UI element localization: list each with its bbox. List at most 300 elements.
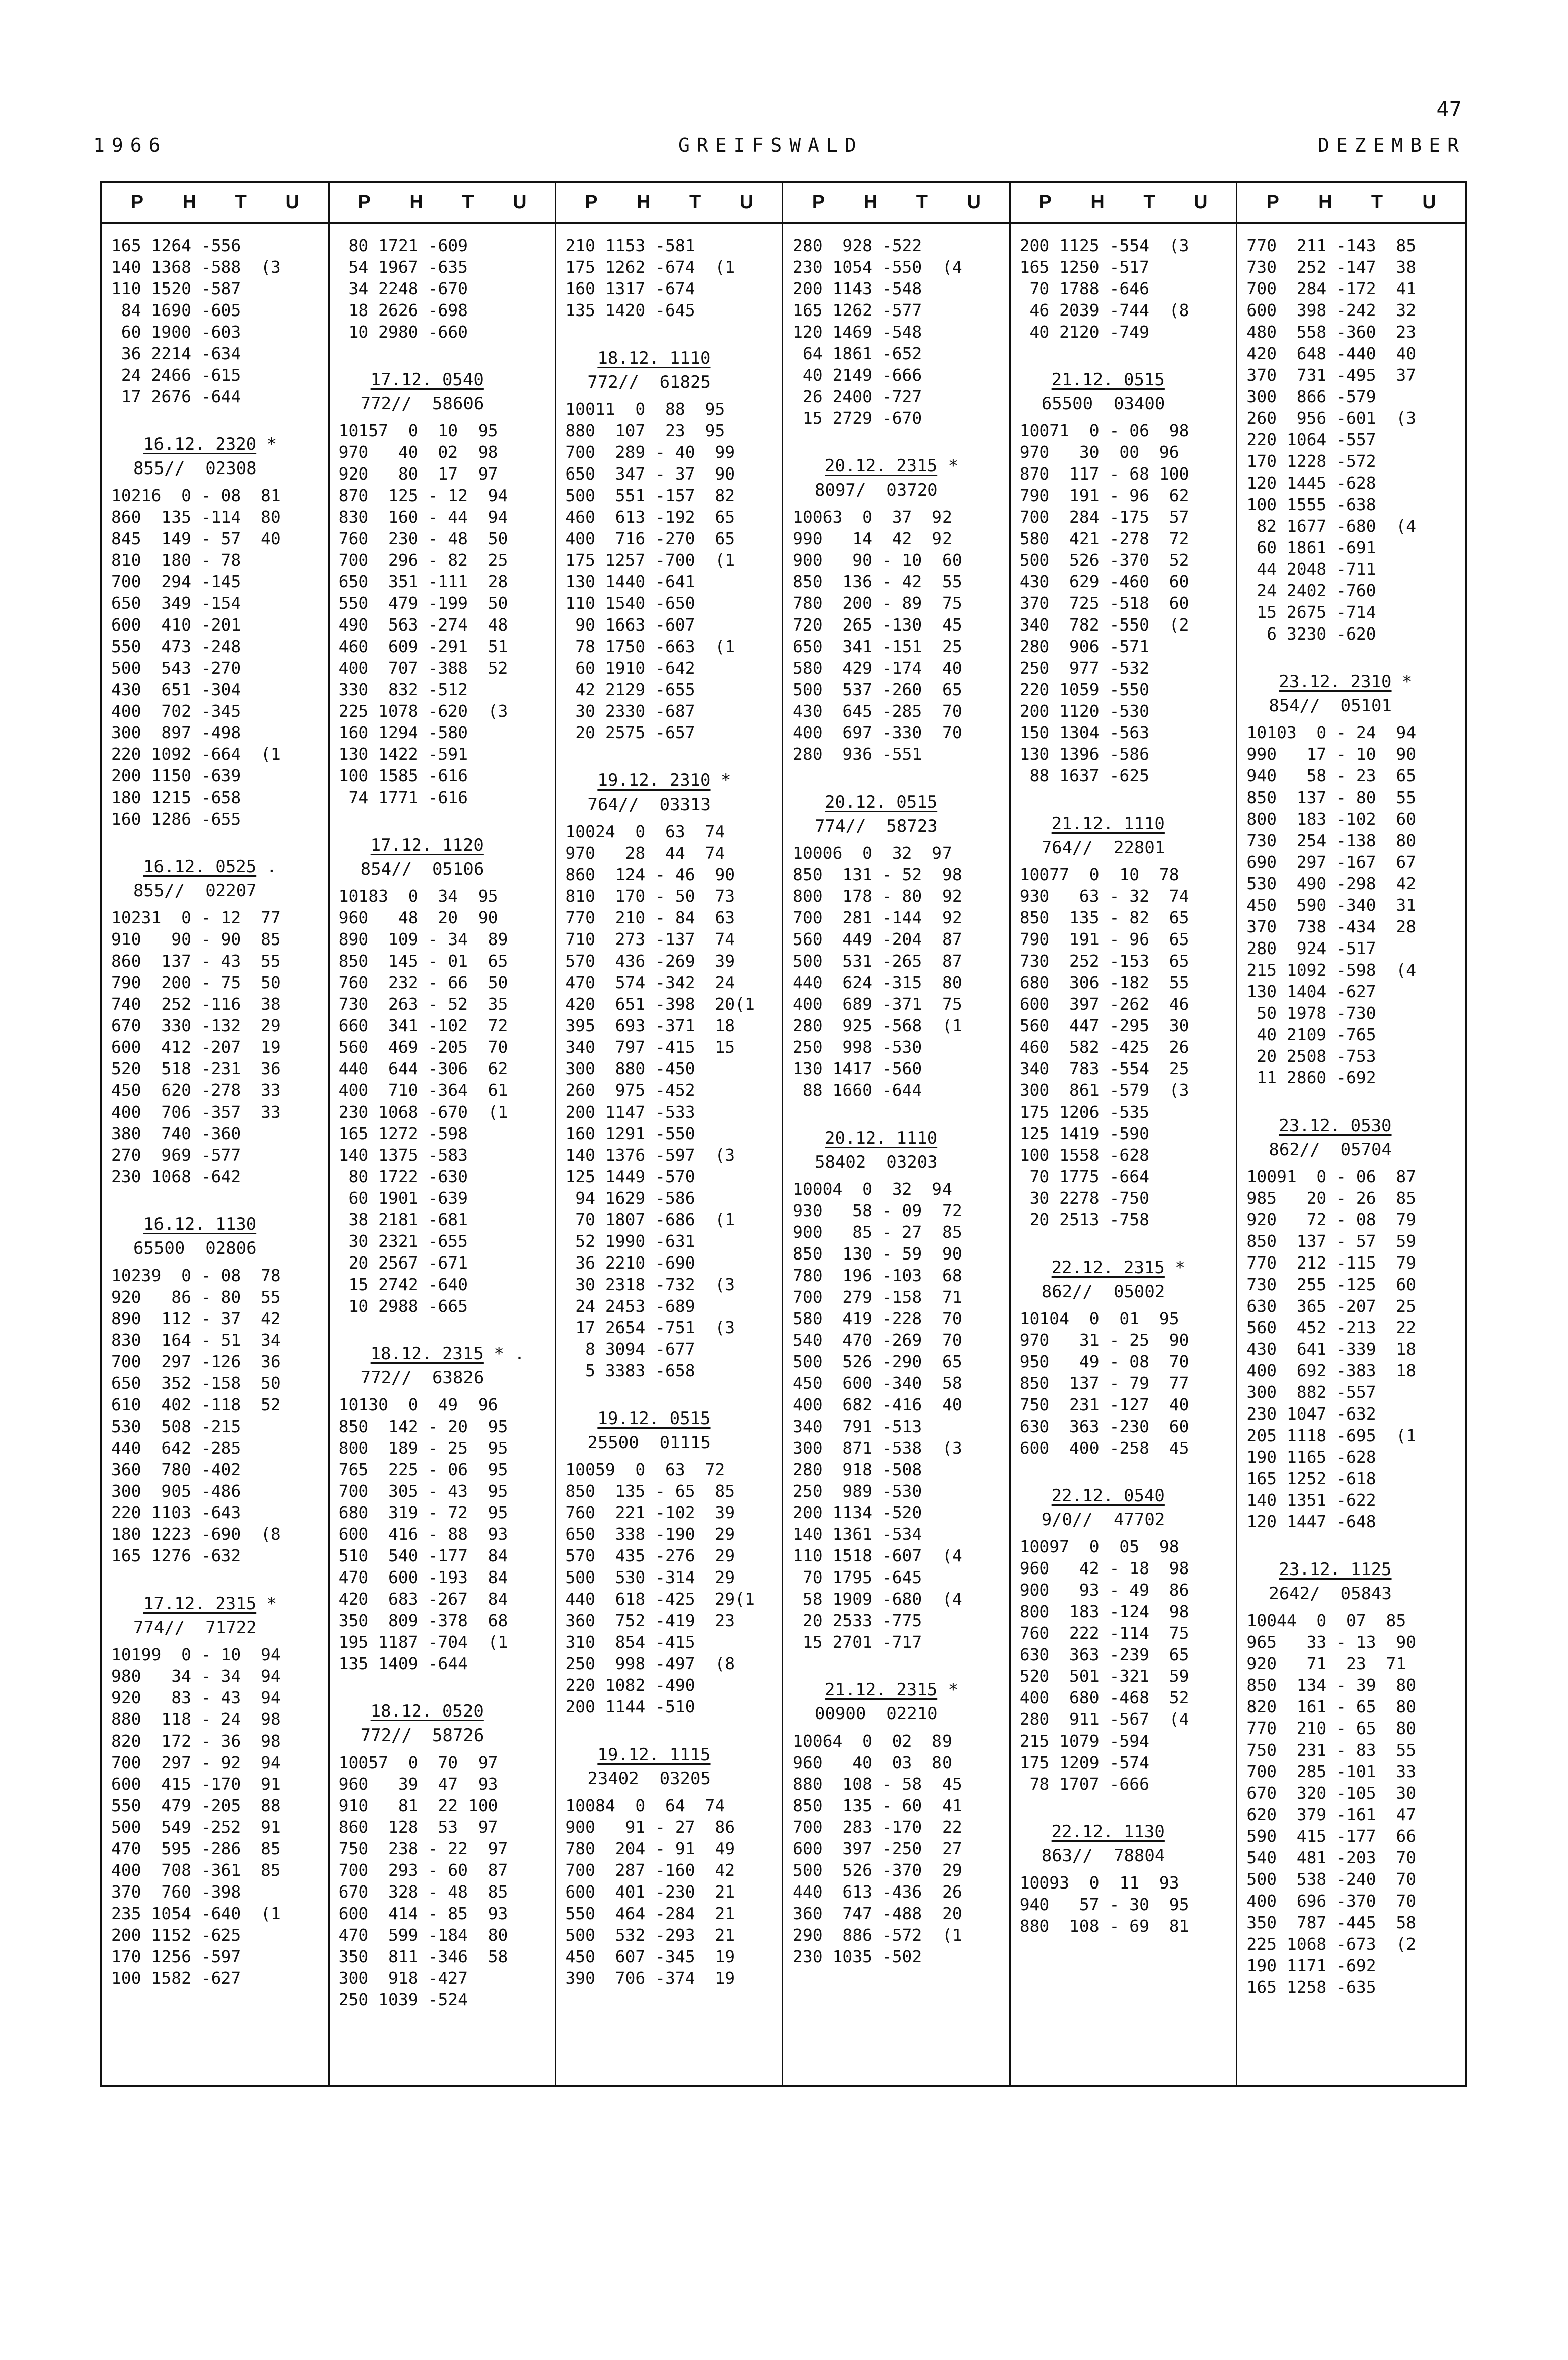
- table-row: 175 1262 -674 (1: [565, 257, 735, 277]
- sounding-heading: [111, 855, 319, 879]
- data-rows: [793, 1178, 1000, 1653]
- table-row: 370 760 -398: [111, 1882, 241, 1902]
- table-row: 730 263 - 52 35: [338, 994, 508, 1014]
- table-row: 400 710 -364 61: [338, 1080, 508, 1100]
- table-row: 200 1125 -554 (3: [1019, 236, 1189, 255]
- table-row: 130 1417 -560: [793, 1059, 922, 1078]
- header-station: GREIFSWALD: [678, 134, 863, 156]
- sounding-code: 855// 02308: [133, 458, 257, 479]
- sounding-code: 772// 61825: [587, 372, 711, 392]
- table-row: 165 1264 -556: [111, 236, 241, 255]
- table-row: 810 170 - 50 73: [565, 886, 735, 906]
- sounding-mark: *: [948, 1680, 959, 1700]
- table-row: 120 1447 -648: [1246, 1512, 1376, 1531]
- data-rows: [565, 1459, 773, 1717]
- table-row: 970 30 00 96: [1019, 442, 1179, 462]
- table-row: 910 81 22 100: [338, 1796, 498, 1815]
- sounding-block: [565, 768, 773, 1381]
- sounding-block: [565, 346, 773, 743]
- table-row: 730 252 -153 65: [1019, 951, 1189, 971]
- table-row: 900 85 - 27 85: [793, 1222, 962, 1242]
- column-body: [330, 224, 555, 2035]
- sounding-block: [1020, 812, 1227, 1230]
- sounding-block: [1020, 1820, 1227, 1937]
- table-row: 580 419 -228 70: [793, 1309, 962, 1328]
- table-row: 250 989 -530: [793, 1481, 922, 1501]
- column-label: U: [513, 191, 527, 213]
- table-row: 250 1039 -524: [338, 1990, 468, 2009]
- table-row: 350 787 -445 58: [1246, 1913, 1417, 1932]
- table-row: 700 294 -145: [111, 572, 241, 591]
- table-row: 790 191 - 96 62: [1019, 486, 1189, 505]
- table-row: 140 1376 -597 (3: [565, 1145, 735, 1165]
- sounding-heading: [1246, 1114, 1456, 1138]
- table-row: 630 363 -239 65: [1019, 1645, 1189, 1664]
- table-row: 280 918 -508: [793, 1460, 922, 1479]
- table-row: 850 135 - 82 65: [1019, 908, 1189, 927]
- table-row: 400 689 -371 75: [793, 994, 962, 1014]
- sounding-date-time: 17.12. 2315: [143, 1594, 257, 1614]
- sounding-date-time: 18.12. 0520: [370, 1701, 484, 1721]
- table-row: 140 1361 -534: [793, 1524, 922, 1544]
- table-row: 360 752 -419 23: [565, 1611, 735, 1630]
- table-row: 17 2654 -751 (3: [565, 1318, 735, 1337]
- sounding-code: 772// 58606: [360, 394, 484, 414]
- table-row: 470 595 -286 85: [111, 1839, 281, 1858]
- table-row: 20 2513 -758: [1019, 1210, 1149, 1229]
- sounding-date-time: 22.12. 1130: [1051, 1822, 1165, 1842]
- table-row: 860 137 - 43 55: [111, 951, 281, 971]
- table-row: 10 2980 -660: [338, 322, 468, 342]
- column-body: [102, 224, 328, 2014]
- table-row: 810 180 - 78: [111, 550, 241, 570]
- data-rows: [339, 235, 546, 343]
- sounding-code: 23402 03205: [587, 1769, 711, 1789]
- table-row: 500 537 -260 65: [793, 680, 962, 699]
- table-row: 10059 0 63 72: [565, 1460, 725, 1479]
- table-row: 10157 0 10 95: [338, 421, 498, 440]
- table-row: 940 58 - 23 65: [1246, 766, 1417, 785]
- sounding-heading: [111, 432, 319, 456]
- table-row: 165 1276 -632: [111, 1546, 241, 1565]
- table-row: 400 696 -370 70: [1246, 1891, 1417, 1911]
- table-row: 540 470 -269 70: [793, 1330, 962, 1350]
- table-row: 40 2120 -749: [1019, 322, 1149, 342]
- table-row: 170 1228 -572: [1246, 451, 1376, 471]
- table-row: 8 3094 -677: [565, 1339, 695, 1359]
- table-row: 310 854 -415: [565, 1632, 695, 1652]
- table-row: 160 1317 -674: [565, 279, 695, 298]
- sounding-date-time: 21.12. 2315: [825, 1680, 938, 1700]
- sounding-heading: [111, 1592, 319, 1616]
- table-row: 175 1209 -574: [1019, 1753, 1149, 1772]
- table-row: 175 1206 -535: [1019, 1102, 1149, 1122]
- table-row: 135 1420 -645: [565, 300, 695, 320]
- data-rows: [1246, 1166, 1456, 1532]
- table-row: 24 2453 -689: [565, 1296, 695, 1316]
- page-header: [93, 134, 1466, 163]
- table-row: 470 600 -193 84: [338, 1567, 508, 1587]
- table-row: 100 1582 -627: [111, 1968, 241, 1988]
- table-row: 880 118 - 24 98: [111, 1709, 281, 1729]
- table-row: 700 285 -101 33: [1246, 1762, 1417, 1781]
- table-row: 960 39 47 93: [338, 1774, 498, 1794]
- table-row: 180 1223 -690 (8: [111, 1524, 281, 1544]
- table-row: 990 17 - 10 90: [1246, 744, 1417, 764]
- column-header: [783, 183, 1009, 224]
- table-row: 400 708 -361 85: [111, 1860, 281, 1880]
- table-row: 360 780 -402: [111, 1460, 241, 1479]
- table-row: 700 305 - 43 95: [338, 1481, 508, 1501]
- table-column: [330, 183, 557, 2085]
- table-row: 900 93 - 49 86: [1019, 1580, 1189, 1600]
- column-header: [102, 183, 328, 224]
- sounding-date-time: 21.12. 1110: [1051, 814, 1165, 834]
- sounding-block: [111, 235, 319, 407]
- data-rows: [793, 1730, 1000, 1967]
- sounding-block: [111, 1212, 319, 1566]
- table-row: 610 402 -118 52: [111, 1395, 281, 1414]
- column-label: P: [812, 191, 825, 213]
- table-row: 710 273 -137 74: [565, 929, 735, 949]
- table-row: 10216 0 - 08 81: [111, 486, 281, 505]
- table-row: 230 1068 -642: [111, 1167, 241, 1186]
- table-row: 10077 0 10 78: [1019, 865, 1179, 884]
- table-row: 600 410 -201: [111, 615, 241, 635]
- table-row: 440 618 -425 29(1: [565, 1589, 755, 1609]
- table-row: 10004 0 32 94: [793, 1179, 952, 1199]
- sounding-code: 8097/ 03720: [815, 480, 938, 500]
- table-row: 420 683 -267 84: [338, 1589, 508, 1609]
- table-row: 985 20 - 26 85: [1246, 1188, 1417, 1208]
- sounding-mark: *: [266, 434, 277, 454]
- table-row: 470 599 -184 80: [338, 1925, 508, 1945]
- table-row: 230 1035 -502: [793, 1947, 922, 1966]
- table-row: 100 1555 -638: [1246, 495, 1376, 514]
- table-row: 650 352 -158 50: [111, 1373, 281, 1393]
- sounding-code: 772// 58726: [360, 1725, 484, 1746]
- sounding-table: [100, 181, 1467, 2087]
- table-row: 50 1978 -730: [1246, 1003, 1376, 1023]
- data-rows: [111, 907, 319, 1187]
- table-row: 700 289 - 40 99: [565, 442, 735, 462]
- table-row: 10 2988 -665: [338, 1296, 468, 1316]
- sounding-heading: [565, 1743, 773, 1767]
- table-row: 17 2676 -644: [111, 387, 241, 406]
- table-row: 480 558 -360 23: [1246, 322, 1417, 342]
- table-row: 6 3230 -620: [1246, 624, 1376, 644]
- table-row: 530 490 -298 42: [1246, 874, 1417, 893]
- sounding-block: [1246, 670, 1456, 1088]
- sounding-mark: *: [721, 770, 731, 791]
- table-row: 950 49 - 08 70: [1019, 1352, 1189, 1371]
- sounding-block: [111, 855, 319, 1187]
- data-rows: [111, 1265, 319, 1566]
- table-row: 670 328 - 48 85: [338, 1882, 508, 1902]
- sounding-code: 863// 78804: [1041, 1846, 1165, 1866]
- table-row: 54 1967 -635: [338, 257, 468, 277]
- table-row: 230 1047 -632: [1246, 1404, 1376, 1424]
- table-row: 280 936 -551: [793, 744, 922, 764]
- sounding-code: 2642/ 05843: [1269, 1584, 1392, 1604]
- table-row: 730 254 -138 80: [1246, 831, 1417, 850]
- sounding-date-time: 16.12. 0525: [143, 857, 257, 877]
- sounding-code: 65500 02806: [133, 1238, 257, 1258]
- table-row: 680 319 - 72 95: [338, 1503, 508, 1522]
- table-row: 120 1469 -548: [793, 322, 922, 342]
- sounding-block: [1020, 368, 1227, 786]
- table-row: 195 1187 -704 (1: [338, 1632, 508, 1652]
- table-row: 42 2129 -655: [565, 680, 695, 699]
- table-row: 400 692 -383 18: [1246, 1361, 1417, 1380]
- table-row: 580 421 -278 72: [1019, 529, 1189, 548]
- sounding-heading: [111, 1212, 319, 1236]
- sounding-code: 774// 58723: [815, 816, 938, 836]
- sounding-code: 764// 22801: [1041, 838, 1165, 858]
- table-row: 960 48 20 90: [338, 908, 498, 927]
- data-rows: [111, 485, 319, 830]
- table-row: 400 682 -416 40: [793, 1395, 962, 1414]
- table-row: 440 644 -306 62: [338, 1059, 508, 1078]
- table-column: [556, 183, 783, 2085]
- table-row: 20 2533 -775: [793, 1611, 922, 1630]
- table-row: 920 83 - 43 94: [111, 1688, 281, 1707]
- sounding-heading: [1246, 1557, 1456, 1582]
- table-row: 965 33 - 13 90: [1246, 1632, 1417, 1652]
- sounding-block: [793, 1126, 1000, 1653]
- sounding-date-time: 23.12. 1125: [1279, 1559, 1392, 1580]
- header-year: 1966: [93, 134, 168, 156]
- sounding-date-time: 19.12. 1115: [597, 1745, 711, 1765]
- table-row: 400 707 -388 52: [338, 658, 508, 678]
- table-row: 200 1152 -625: [111, 1925, 241, 1945]
- table-row: 750 231 -127 40: [1019, 1395, 1189, 1414]
- table-row: 760 221 -102 39: [565, 1503, 735, 1522]
- table-row: 780 200 - 89 75: [793, 593, 962, 613]
- sounding-heading: [565, 768, 773, 793]
- table-row: 215 1092 -598 (4: [1246, 960, 1417, 980]
- page-number: 47: [1436, 97, 1462, 121]
- table-row: 82 1677 -680 (4: [1246, 516, 1417, 536]
- sounding-date-time: 20.12. 0515: [825, 792, 938, 812]
- data-rows: [111, 235, 319, 407]
- table-row: 220 1064 -557: [1246, 430, 1376, 449]
- table-row: 20 2567 -671: [338, 1253, 468, 1273]
- column-label: T: [1143, 191, 1155, 213]
- table-row: 10006 0 32 97: [793, 843, 952, 863]
- table-row: 280 928 -522: [793, 236, 922, 255]
- table-row: 80 1722 -630: [338, 1167, 468, 1186]
- sounding-block: [1020, 235, 1227, 343]
- column-label: P: [585, 191, 598, 213]
- table-row: 200 1120 -530: [1019, 701, 1149, 721]
- table-row: 250 998 -497 (8: [565, 1654, 735, 1673]
- data-rows: [339, 1394, 546, 1674]
- table-row: 30 2318 -732 (3: [565, 1275, 735, 1294]
- table-row: 190 1165 -628: [1246, 1447, 1376, 1467]
- table-row: 10064 0 02 89: [793, 1731, 952, 1751]
- table-row: 430 645 -285 70: [793, 701, 962, 721]
- table-row: 46 2039 -744 (8: [1019, 300, 1189, 320]
- sounding-heading: [1020, 1484, 1227, 1508]
- sounding-date-time: 23.12. 0530: [1279, 1116, 1392, 1136]
- table-row: 110 1540 -650: [565, 593, 695, 613]
- table-row: 110 1518 -607 (4: [793, 1546, 962, 1565]
- column-label: P: [130, 191, 144, 213]
- table-row: 700 296 - 82 25: [338, 550, 508, 570]
- table-row: 920 71 23 71: [1246, 1654, 1406, 1673]
- table-row: 420 651 -398 20(1: [565, 994, 755, 1014]
- table-row: 10024 0 63 74: [565, 822, 725, 841]
- table-row: 490 563 -274 48: [338, 615, 508, 635]
- sounding-date-time: 19.12. 0515: [597, 1408, 711, 1429]
- table-row: 60 1910 -642: [565, 658, 695, 678]
- table-row: 880 107 23 95: [565, 421, 725, 440]
- table-row: 10097 0 05 98: [1019, 1537, 1179, 1556]
- table-row: 225 1078 -620 (3: [338, 701, 508, 721]
- sounding-heading: [793, 1126, 1000, 1150]
- table-row: 10011 0 88 95: [565, 399, 725, 419]
- data-rows: [1020, 1308, 1227, 1459]
- table-row: 450 600 -340 58: [793, 1373, 962, 1393]
- table-row: 760 232 - 66 50: [338, 973, 508, 992]
- table-row: 400 680 -468 52: [1019, 1688, 1189, 1707]
- table-row: 370 731 -495 37: [1246, 365, 1417, 385]
- table-row: 680 306 -182 55: [1019, 973, 1189, 992]
- sounding-block: [565, 1743, 773, 1989]
- sounding-block: [793, 454, 1000, 765]
- table-row: 650 351 -111 28: [338, 572, 508, 591]
- data-rows: [339, 420, 546, 808]
- sounding-heading: [339, 368, 546, 392]
- table-row: 270 969 -577: [111, 1145, 241, 1165]
- sounding-block: [793, 790, 1000, 1101]
- sounding-block: [339, 235, 546, 343]
- table-row: 850 135 - 65 85: [565, 1481, 735, 1501]
- table-row: 90 1663 -607: [565, 615, 695, 635]
- table-row: 860 128 53 97: [338, 1817, 498, 1837]
- data-rows: [565, 821, 773, 1381]
- table-row: 890 109 - 34 89: [338, 929, 508, 949]
- table-row: 370 725 -518 60: [1019, 593, 1189, 613]
- table-row: 280 906 -571: [1019, 637, 1149, 656]
- table-row: 260 975 -452: [565, 1080, 695, 1100]
- table-row: 630 363 -230 60: [1019, 1417, 1189, 1436]
- sounding-code: 855// 02207: [133, 881, 257, 901]
- table-row: 650 338 -190 29: [565, 1524, 735, 1544]
- sounding-code: 862// 05002: [1041, 1282, 1165, 1302]
- table-row: 10183 0 34 95: [338, 886, 498, 906]
- column-body: [783, 224, 1009, 1992]
- table-row: 400 697 -330 70: [793, 723, 962, 742]
- data-rows: [1020, 1872, 1227, 1937]
- table-row: 850 136 - 42 55: [793, 572, 962, 591]
- table-row: 38 2181 -681: [338, 1210, 468, 1229]
- table-row: 220 1103 -643: [111, 1503, 241, 1522]
- table-row: 220 1082 -490: [565, 1675, 695, 1695]
- table-row: 800 189 - 25 95: [338, 1438, 508, 1458]
- table-row: 550 473 -248: [111, 637, 241, 656]
- sounding-block: [565, 1406, 773, 1717]
- column-label: H: [1090, 191, 1105, 213]
- table-row: 850 130 - 59 90: [793, 1244, 962, 1264]
- table-row: 780 196 -103 68: [793, 1266, 962, 1285]
- table-row: 40 2149 -666: [793, 365, 922, 385]
- table-row: 560 452 -213 22: [1246, 1318, 1417, 1337]
- table-row: 600 412 -207 19: [111, 1037, 281, 1057]
- table-row: 26 2400 -727: [793, 387, 922, 406]
- table-row: 300 880 -450: [565, 1059, 695, 1078]
- sounding-mark: *: [266, 1594, 277, 1614]
- table-row: 130 1422 -591: [338, 744, 468, 764]
- table-row: 600 401 -230 21: [565, 1882, 735, 1902]
- table-row: 700 279 -158 71: [793, 1287, 962, 1307]
- table-row: 460 613 -192 65: [565, 507, 735, 527]
- table-row: 140 1375 -583: [338, 1145, 468, 1165]
- table-row: 88 1660 -644: [793, 1080, 922, 1100]
- column-label: H: [863, 191, 878, 213]
- table-row: 10104 0 01 95: [1019, 1309, 1179, 1328]
- table-row: 770 210 - 84 63: [565, 908, 735, 927]
- table-row: 500 549 -252 91: [111, 1817, 281, 1837]
- sounding-block: [1020, 1484, 1227, 1795]
- data-rows: [565, 235, 773, 321]
- table-row: 350 809 -378 68: [338, 1611, 508, 1630]
- table-row: 300 897 -498: [111, 723, 241, 742]
- data-rows: [339, 885, 546, 1317]
- table-row: 220 1092 -664 (1: [111, 744, 281, 764]
- sounding-date-time: 18.12. 1110: [597, 348, 711, 368]
- table-row: 340 782 -550 (2: [1019, 615, 1189, 635]
- table-row: 700 281 -144 92: [793, 908, 962, 927]
- table-row: 74 1771 -616: [338, 788, 468, 807]
- table-row: 600 416 - 88 93: [338, 1524, 508, 1544]
- table-row: 390 706 -374 19: [565, 1968, 735, 1988]
- table-row: 470 574 -342 24: [565, 973, 735, 992]
- table-row: 800 183 -102 60: [1246, 809, 1417, 829]
- table-row: 760 222 -114 75: [1019, 1623, 1189, 1643]
- table-row: 820 161 - 65 80: [1246, 1697, 1417, 1716]
- table-row: 190 1171 -692: [1246, 1956, 1376, 1975]
- table-row: 560 449 -204 87: [793, 929, 962, 949]
- table-row: 730 252 -147 38: [1246, 257, 1417, 277]
- table-row: 64 1861 -652: [793, 344, 922, 363]
- table-row: 15 2742 -640: [338, 1275, 468, 1294]
- table-row: 10199 0 - 10 94: [111, 1645, 281, 1664]
- table-row: 160 1294 -580: [338, 723, 468, 742]
- column-label: P: [1266, 191, 1279, 213]
- table-row: 900 90 - 10 60: [793, 550, 962, 570]
- table-row: 700 287 -160 42: [565, 1860, 735, 1880]
- table-row: 11 2860 -692: [1246, 1068, 1376, 1087]
- table-row: 550 479 -199 50: [338, 593, 508, 613]
- sounding-date-time: 20.12. 2315: [825, 456, 938, 476]
- table-row: 200 1150 -639: [111, 766, 241, 785]
- table-row: 830 160 - 44 94: [338, 507, 508, 527]
- column-label: U: [967, 191, 981, 213]
- column-label: H: [637, 191, 651, 213]
- sounding-code: 764// 03313: [587, 795, 711, 815]
- table-row: 400 706 -357 33: [111, 1102, 281, 1122]
- sounding-block: [111, 1592, 319, 1989]
- table-row: 58 1909 -680 (4: [793, 1589, 962, 1609]
- table-row: 770 211 -143 85: [1246, 236, 1417, 255]
- table-row: 225 1068 -673 (2: [1246, 1934, 1417, 1954]
- table-row: 860 124 - 46 90: [565, 865, 735, 884]
- table-row: 910 90 - 90 85: [111, 929, 281, 949]
- table-row: 980 34 - 34 94: [111, 1666, 281, 1686]
- sounding-code: 9/0// 47702: [1041, 1510, 1165, 1530]
